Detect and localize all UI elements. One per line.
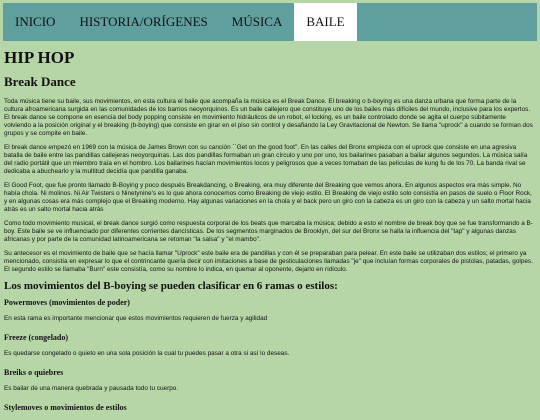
movement-name: Freeze (congelado) <box>4 333 69 342</box>
movements-list <box>4 298 534 412</box>
movement-description: En esta rama es importante mencionar que estos movimientos requieren de fuerza y agilidad <box>4 315 268 322</box>
paragraph: El Good Foot, que fue pronto llamado B-Boying y poco después Breakdancing, o Breaking, era muy diferente del Breaking que vemos ahora. En algunos aspectos era más simple. No había chola. Ni molinos. Ni Air Twisters o Ninetynine's es lo que ahora conocemos como Breaking de viejo estilo. El Breaking de viejo estilo solo consistía en pasos de suelo o Floor Rock, y en algunas cosas era más complejo que el Breaking moderno. Hay algunas variaciones en la chola y el back pero un giro con la cabeza es un giro con la cabeza y un salto mortal hacia atrás es un salto mortal hacia atrás <box>4 182 532 213</box>
nav-item-musica[interactable]: MÚSICA <box>231 14 283 29</box>
main-nav <box>3 3 537 41</box>
nav-item-inicio[interactable]: INICIO <box>15 14 56 29</box>
movement-description: Es bailar de una manera quebrada y pausada todo tu cuerpo. <box>4 385 179 392</box>
page-content <box>4 48 534 420</box>
movements-heading: Los movimientos del B-boying se pueden clasificar en 6 ramas o estilos: <box>4 280 338 292</box>
section-title: Break Dance <box>4 74 76 89</box>
nav-item-baile[interactable]: BAILE <box>294 3 356 41</box>
paragraph: Su antecesor es el movimiento de baile que se hacía llamar "Uprock" este baile era de pandillas y con él se preparaban para pelear. En este baile se utilizaban dos estilos; el primero ya mencionado, consistía en expresar lo que el contrincante quería decir con imitaciones a base de gesticulaciones llamadas "je" que incluían formas corporales de pistolas, patadas, golpes. El segundo estilo se llamaba "Burn" este consistía, como su nombre lo indica, en quemar al oponente, dejarlo en ridículo. <box>4 250 533 273</box>
paragraph: Como todo movimiento musical, el break dance surgió como respuesta corporal de los beats que marcaba la música; debido a esto el nombre de break boy que se fue transformando a B-boy. Este baile se ve influenciado por diferentes corrientes dancísticas. De los segmentos marginados de Brooklyn, del sur del Bronx se halla la influencia del "tap" y algunas danzas africanas y por parte de la comunidad latinoamericana se retoman "la salsa" y "el mambo". <box>4 220 533 243</box>
paragraph: El break dance empezó en 1969 con la música de James Brown con su canción ``Get on the good foot''. En las calles del Bronx empieza con el uprock que consiste en una agresiva batalla de baile entre las pandillas callejeras neoyorquinas. Las dos pandillas formaban un gran círculo y uno por uno, los bailarines pasaban a bailar algunos segundos. La música salía del radio portátil que un miembro traía en el hombro. Los bailarines hacían movimientos locos y peligrosos que a veces tomaban de las películas de kung fu de los 70. La banda rival se dedicaba a abuchearlo y la multitud decidía que pandilla ganaba. <box>4 144 528 175</box>
movement-name: Stylemoves o movimientos de estilos <box>4 403 127 412</box>
page-title: HIP HOP <box>4 48 75 67</box>
nav-item-historia[interactable]: HISTORIA/ORÍGENES <box>79 14 208 29</box>
movement-name: Breiks o quiebres <box>4 368 64 377</box>
movement-name: Powermoves (movimientos de poder) <box>4 298 130 307</box>
paragraph: Toda música tiene su baile, sus movimientos, en esta cultura el baile que acompaña la música es el Break Dance. El breaking o b-boying es una danza urbana que forma parte de la cultura afroamericana surgida en las comunidades de los barrios neoyorquinos. Es un baile callejero que constituye uno de los bailes más difíciles del mundo, inclusive para los expertos. El break dance se compone en esencia del body popping consiste en movimiento hidráulicos de un robot, el locking, es un baile controlado donde se agita el cuerpo súbitamente volviendo a la posición original y el breaking (b-boying) que consiste en girar en el piso sin control y desafiando la Ley Gravitacional de Newton. Se llama "uprock" a cuando se forman dos grupos y se compite en baile. <box>4 98 533 137</box>
movement-description: Es quedarse congelado o quieto en una sola posición la cual tu puedes pasar a otra si así lo deseas. <box>4 350 290 357</box>
